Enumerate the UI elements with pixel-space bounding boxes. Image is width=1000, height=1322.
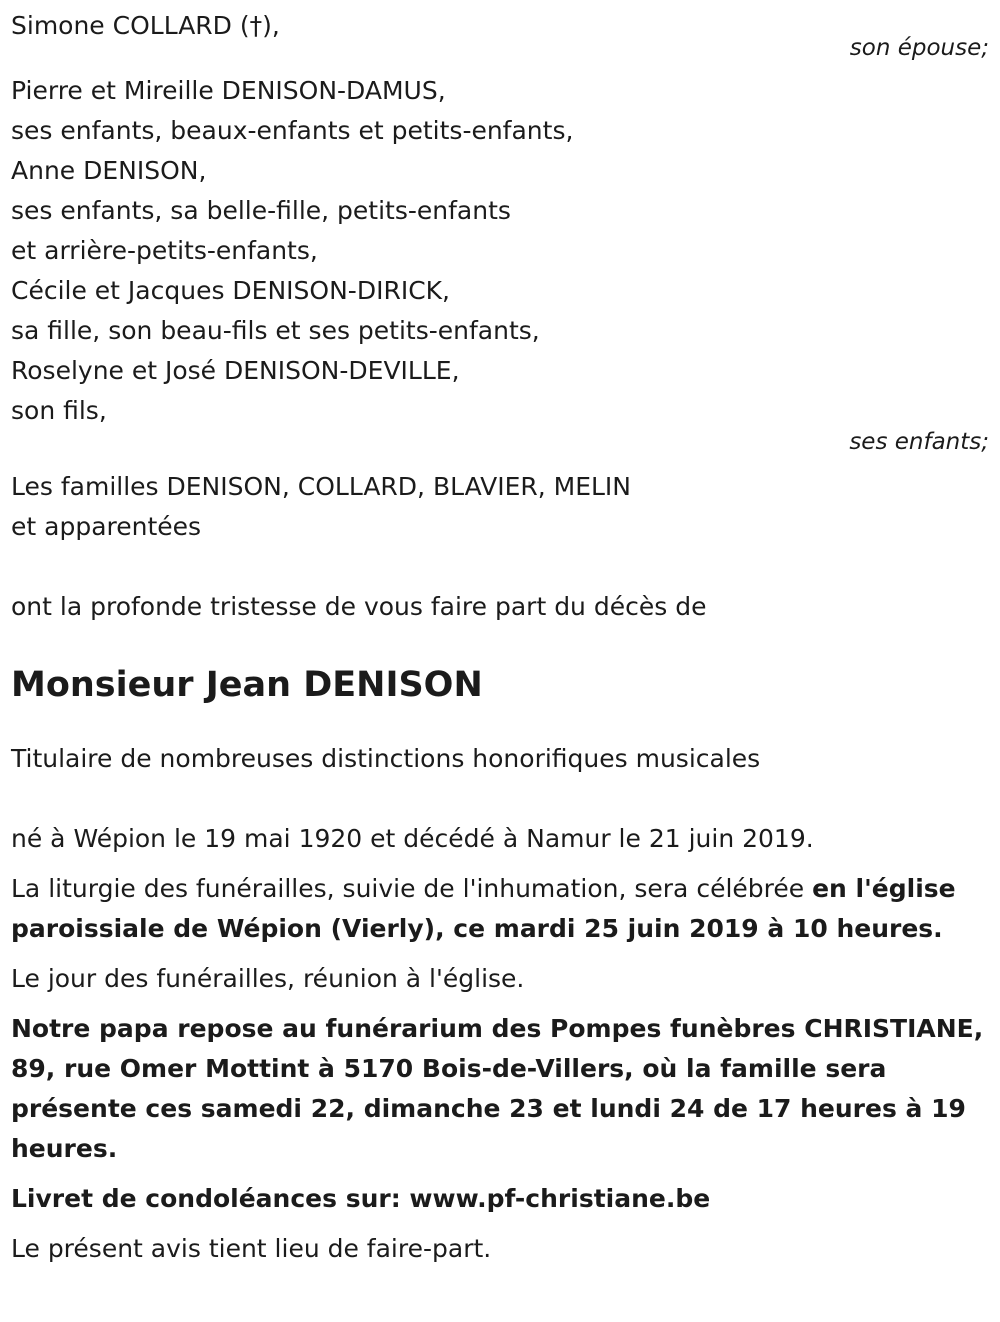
closing-note: Le présent avis tient lieu de faire-part. — [11, 1234, 492, 1263]
children-line: Pierre et Mireille DENISON-DAMUS, — [11, 76, 446, 105]
children-line: ses enfants, sa belle-fille, petits-enfants — [11, 196, 511, 225]
children-line: Cécile et Jacques DENISON-DIRICK, — [11, 276, 450, 305]
families-line: Les familles DENISON, COLLARD, BLAVIER, MELIN — [11, 472, 632, 501]
liturgy-details: en l'église paroissiale de Wépion (Vierly), ce mardi 25 juin 2019 à 10 heures. — [11, 874, 956, 943]
honorific-title: Titulaire de nombreuses distinctions honorifiques musicales — [11, 744, 761, 773]
families-block — [11, 467, 989, 547]
children-line: Roselyne et José DENISON-DEVILLE, — [11, 356, 460, 385]
children-block — [11, 71, 989, 431]
children-line: et arrière-petits-enfants, — [11, 236, 318, 265]
deceased-name: Monsieur Jean DENISON — [11, 665, 483, 705]
birth-death: né à Wépion le 19 mai 1920 et décédé à Namur le 21 juin 2019. — [11, 824, 814, 853]
children-role: ses enfants; — [849, 429, 989, 455]
spouse-line: Simone COLLARD (†), — [11, 11, 280, 40]
funerarium-paragraph: Notre papa repose au funérarium des Pompes funèbres CHRISTIANE, 89, rue Omer Mottint à 5170 Bois-de-Villers, où la famille sera présente ces samedi 22, dimanche 23 et lundi 24 de 17 heures à 19 heures. — [11, 1014, 984, 1163]
families-line: et apparentées — [11, 512, 202, 541]
children-line: son fils, — [11, 396, 107, 425]
liturgy-intro: La liturgie des funérailles, suivie de l'inhumation, sera célébrée — [11, 874, 813, 903]
obituary-notice — [11, 6, 989, 1269]
children-line: ses enfants, beaux-enfants et petits-enfants, — [11, 116, 574, 145]
children-line: Anne DENISON, — [11, 156, 207, 185]
spouse-role: son épouse; — [849, 35, 989, 61]
reunion-note: Le jour des funérailles, réunion à l'église. — [11, 964, 525, 993]
condolences-line: Livret de condoléances sur: www.pf-christiane.be — [11, 1184, 711, 1213]
liturgy-paragraph — [11, 869, 989, 949]
children-line: sa fille, son beau-fils et ses petits-enfants, — [11, 316, 540, 345]
announcement: ont la profonde tristesse de vous faire part du décès de — [11, 592, 707, 621]
